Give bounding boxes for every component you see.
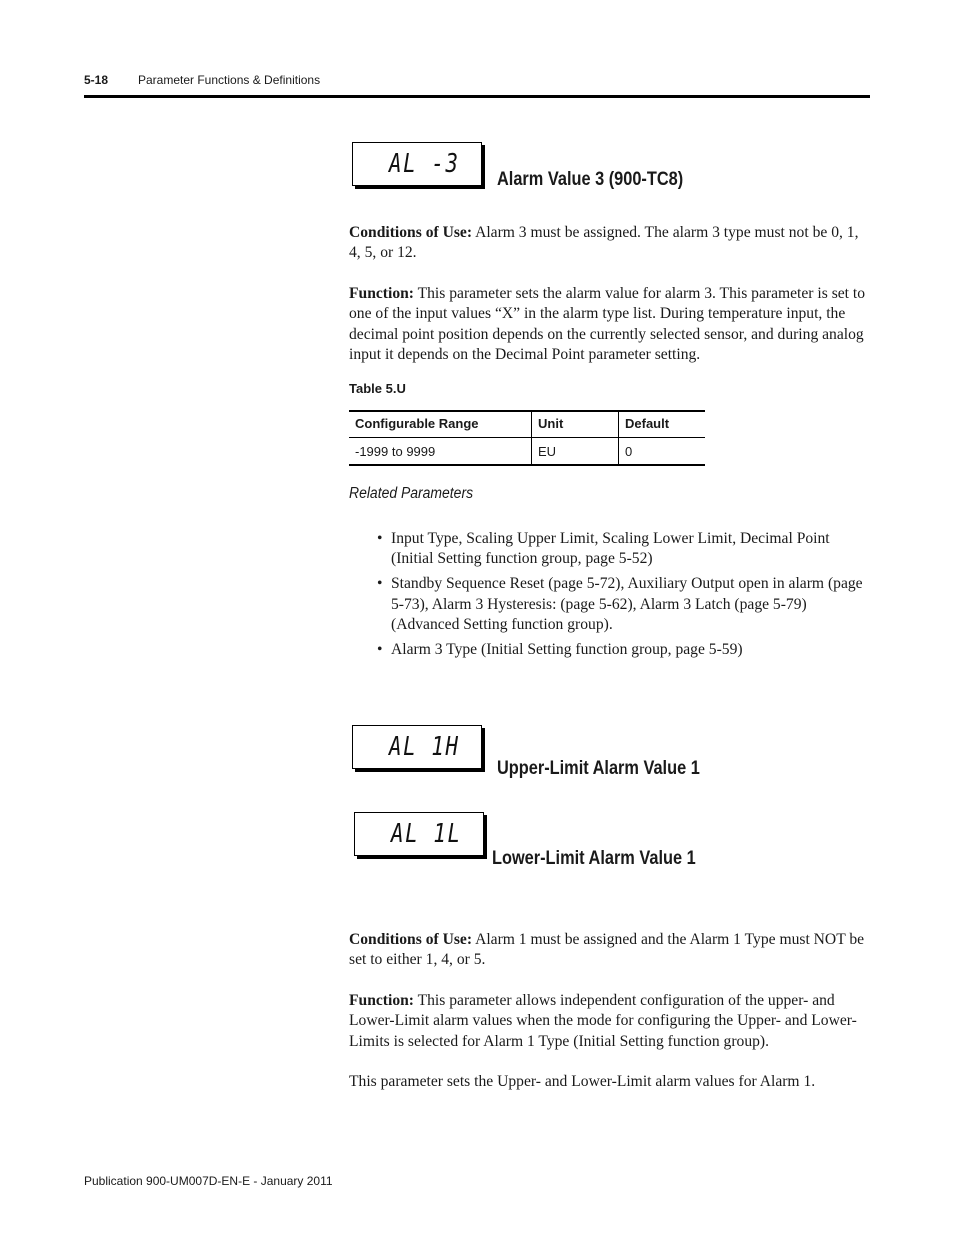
body-paragraph: This parameter sets the Upper- and Lower-Limit alarm values for Alarm 1. — [349, 1073, 816, 1090]
table-cell: 0 — [619, 438, 706, 466]
related-parameters-list — [377, 529, 872, 665]
configurable-range-table — [349, 410, 705, 466]
conditions-of-use-paragraph — [349, 930, 869, 971]
list-item: • Alarm 3 Type (Initial Setting function group, page 5-59) — [377, 640, 872, 660]
publication-footer: Publication 900-UM007D-EN-E - January 2011 — [84, 1174, 333, 1188]
conditions-text: Alarm 3 must be assigned. The alarm 3 type must not be 0, 1, 4, 5, or 12. — [349, 224, 859, 262]
function-label: Function: — [349, 285, 414, 302]
header-rule — [84, 95, 870, 98]
column-header: Unit — [532, 411, 619, 438]
lcd-display-al-3 — [352, 142, 482, 186]
lcd-display-code: AL 1H — [389, 732, 460, 762]
lcd-display-al-1l — [354, 812, 484, 856]
table-row — [349, 438, 705, 466]
function-text: This parameter sets the alarm value for alarm 3. This parameter is set to one of the input values “X” in the alarm type list. During temperature input, the decimal point position depends on the currently selected sensor, and during analog input it depends on the Decimal Point parameter setting. — [349, 285, 866, 363]
column-header: Default — [619, 411, 706, 438]
parameter-title-lower-limit-alarm-1: Lower-Limit Alarm Value 1 — [492, 848, 696, 869]
function-label: Function: — [349, 992, 414, 1009]
function-paragraph — [349, 284, 869, 365]
parameter-title-alarm-value-3: Alarm Value 3 (900-TC8) — [497, 169, 684, 190]
table-cell: -1999 to 9999 — [349, 438, 532, 466]
table-cell: EU — [532, 438, 619, 466]
column-header: Configurable Range — [349, 411, 532, 438]
lcd-display-code: AL 1L — [391, 819, 462, 849]
related-parameters-heading: Related Parameters — [349, 485, 474, 502]
conditions-of-use-paragraph — [349, 223, 869, 264]
function-text: This parameter allows independent configuration of the upper- and Lower-Limit alarm values when the mode for configuring the Upper- and Lower-Limits is selected for Alarm 1 Type (Initial Setting function group). — [349, 992, 857, 1050]
function-paragraph — [349, 991, 869, 1052]
list-item: • Standby Sequence Reset (page 5-72), Auxiliary Output open in alarm (page 5-73), Alarm 3 Hysteresis: (page 5-62), Alarm 3 Latch (page 5-79) (Advanced Setting function group). — [377, 574, 872, 635]
conditions-text: Alarm 1 must be assigned and the Alarm 1 Type must NOT be set to either 1, 4, or 5. — [349, 931, 865, 969]
lcd-display-code: AL -3 — [389, 149, 460, 179]
conditions-label: Conditions of Use: — [349, 224, 473, 241]
list-item: • Input Type, Scaling Upper Limit, Scaling Lower Limit, Decimal Point (Initial Setting function group, page 5-52) — [377, 529, 872, 569]
table-caption: Table 5.U — [349, 381, 406, 396]
conditions-label: Conditions of Use: — [349, 931, 473, 948]
lcd-display-al-1h — [352, 725, 482, 769]
running-header-title: Parameter Functions & Definitions — [138, 73, 321, 87]
parameter-title-upper-limit-alarm-1: Upper-Limit Alarm Value 1 — [497, 758, 700, 779]
table-header-row — [349, 411, 705, 438]
page-number: 5-18 — [84, 73, 109, 87]
